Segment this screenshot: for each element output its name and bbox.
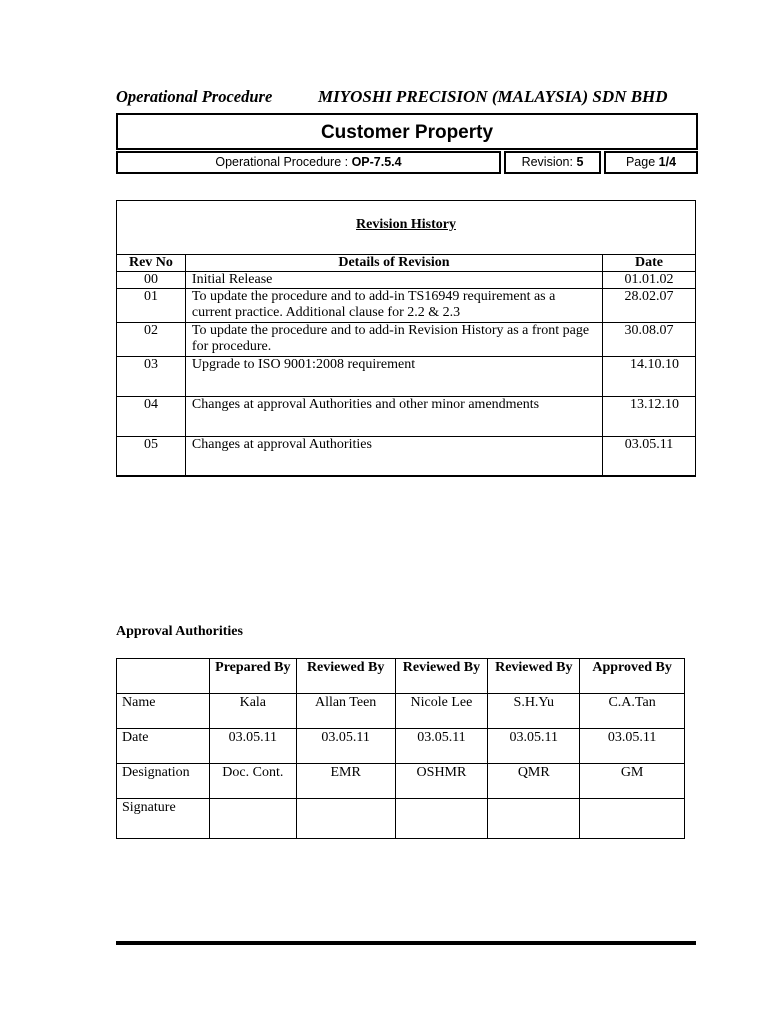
date-cell: 01.01.02 bbox=[603, 272, 696, 289]
title-box bbox=[116, 113, 698, 150]
procedure-label: Operational Procedure : bbox=[215, 155, 349, 169]
signature-cell bbox=[580, 799, 685, 839]
table-row bbox=[117, 437, 696, 476]
table-cell: 03.05.11 bbox=[209, 729, 296, 764]
rev-no-cell: 05 bbox=[117, 437, 186, 476]
details-cell: To update the procedure and to add-in Revision History as a front page for procedure. bbox=[185, 323, 602, 357]
table-row bbox=[117, 397, 696, 437]
details-cell: Initial Release bbox=[185, 272, 602, 289]
details-cell: To update the procedure and to add-in TS16949 requirement as a current practice. Additional clause for 2.2 & 2.3 bbox=[185, 289, 602, 323]
table-row bbox=[117, 729, 685, 764]
signature-cell bbox=[488, 799, 580, 839]
row-label: Signature bbox=[117, 799, 210, 839]
revision-label: Revision: bbox=[521, 155, 573, 169]
column-header: Reviewed By bbox=[296, 659, 395, 694]
rev-no-cell: 04 bbox=[117, 397, 186, 437]
document-header bbox=[116, 87, 696, 109]
table-cell: Kala bbox=[209, 694, 296, 729]
table-row bbox=[117, 799, 685, 839]
details-cell: Changes at approval Authorities bbox=[185, 437, 602, 476]
footer-divider bbox=[116, 941, 696, 945]
table-cell: S.H.Yu bbox=[488, 694, 580, 729]
table-cell: Allan Teen bbox=[296, 694, 395, 729]
table-row bbox=[117, 272, 696, 289]
revision-history-section bbox=[116, 200, 696, 477]
column-header: Reviewed By bbox=[488, 659, 580, 694]
table-row bbox=[117, 323, 696, 357]
row-label: Name bbox=[117, 694, 210, 729]
column-header: Prepared By bbox=[209, 659, 296, 694]
revision-value: 5 bbox=[576, 155, 584, 169]
procedure-code-box bbox=[116, 151, 501, 174]
page-label: Page bbox=[625, 155, 656, 169]
table-cell: 03.05.11 bbox=[488, 729, 580, 764]
header-procedure-label: Operational Procedure bbox=[116, 87, 273, 106]
details-cell: Upgrade to ISO 9001:2008 requirement bbox=[185, 357, 602, 397]
page-value: 1/4 bbox=[658, 155, 677, 169]
rev-no-cell: 00 bbox=[117, 272, 186, 289]
header-company-name: MIYOSHI PRECISION (MALAYSIA) SDN BHD bbox=[318, 87, 668, 106]
procedure-code: OP-7.5.4 bbox=[351, 155, 402, 169]
column-header: Approved By bbox=[580, 659, 685, 694]
date-cell: 28.02.07 bbox=[603, 289, 696, 323]
revision-box bbox=[504, 151, 601, 174]
signature-cell bbox=[296, 799, 395, 839]
table-cell: 03.05.11 bbox=[296, 729, 395, 764]
column-header: Reviewed By bbox=[395, 659, 488, 694]
approval-authorities-label: Approval Authorities bbox=[116, 624, 243, 639]
table-cell: 03.05.11 bbox=[580, 729, 685, 764]
rev-no-cell: 02 bbox=[117, 323, 186, 357]
table-cell: GM bbox=[580, 764, 685, 799]
date-cell: 13.12.10 bbox=[603, 397, 696, 437]
table-cell: QMR bbox=[488, 764, 580, 799]
rev-no-cell: 03 bbox=[117, 357, 186, 397]
document-title: Customer Property bbox=[320, 122, 494, 143]
table-cell: OSHMR bbox=[395, 764, 488, 799]
date-cell: 03.05.11 bbox=[603, 437, 696, 476]
date-cell: 30.08.07 bbox=[603, 323, 696, 357]
table-row bbox=[117, 694, 685, 729]
signature-cell bbox=[395, 799, 488, 839]
table-row bbox=[117, 289, 696, 323]
table-header-row bbox=[117, 659, 685, 694]
revision-history-title: Revision History bbox=[356, 217, 456, 232]
table-cell: Nicole Lee bbox=[395, 694, 488, 729]
table-cell: EMR bbox=[296, 764, 395, 799]
rev-no-cell: 01 bbox=[117, 289, 186, 323]
row-label: Date bbox=[117, 729, 210, 764]
date-cell: 14.10.10 bbox=[603, 357, 696, 397]
details-cell: Changes at approval Authorities and other minor amendments bbox=[185, 397, 602, 437]
approval-authorities-table bbox=[116, 658, 685, 839]
table-row bbox=[117, 357, 696, 397]
signature-cell bbox=[209, 799, 296, 839]
table-header-row bbox=[117, 255, 696, 272]
table-cell: 03.05.11 bbox=[395, 729, 488, 764]
column-header bbox=[117, 659, 210, 694]
table-row bbox=[117, 764, 685, 799]
column-header: Rev No bbox=[117, 255, 186, 272]
column-header: Details of Revision bbox=[185, 255, 602, 272]
row-label: Designation bbox=[117, 764, 210, 799]
page-box bbox=[604, 151, 698, 174]
revision-history-table bbox=[116, 254, 696, 476]
table-cell: Doc. Cont. bbox=[209, 764, 296, 799]
table-cell: C.A.Tan bbox=[580, 694, 685, 729]
column-header: Date bbox=[603, 255, 696, 272]
